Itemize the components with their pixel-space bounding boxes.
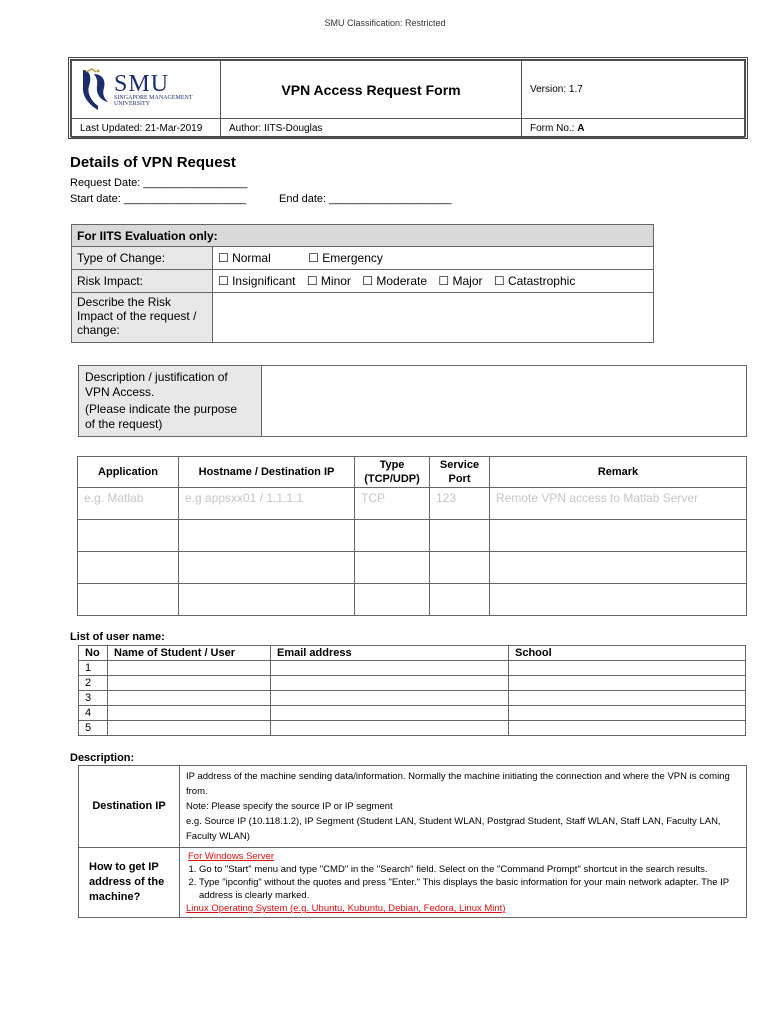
application-table [77,456,747,616]
logo-cell [72,61,221,119]
insignificant-checkbox[interactable]: ☐ Insignificant [218,274,296,288]
table-row: 3 [79,691,746,706]
end-date-field[interactable]: End date: ____________________ [279,193,452,205]
table-row [78,520,747,552]
risk-impact-label: Risk Impact: [72,270,213,293]
evaluation-table [71,224,654,343]
col-application: Application [78,457,179,488]
table-row [78,584,747,616]
users-table [78,645,746,736]
col-service-port: Service Port [430,457,490,488]
start-date-field[interactable]: Start date: ____________________ [70,193,247,205]
how-to-get-ip-label: How to get IP address of the machine? [79,848,180,918]
example-application[interactable]: e.g. Matlab [78,488,179,520]
minor-checkbox[interactable]: ☐ Minor [306,274,351,288]
risk-impact-options [213,270,654,293]
version-label: Version: 1.7 [522,61,745,119]
table-row: 4 [79,706,746,721]
how-to-get-ip-text [180,848,747,918]
justification-label: Description / justification of VPN Access. (Please indicate the purpose of the request) [79,366,262,437]
author: Author: IITS-Douglas [221,119,522,138]
describe-risk-line3: change: [77,323,120,337]
classification-label: SMU Classification: Restricted [324,18,446,28]
type-of-change-label: Type of Change: [72,247,213,270]
form-header [68,57,748,139]
example-type[interactable]: TCP [355,488,430,520]
logo-line2: UNIVERSITY [114,100,150,107]
smu-crest-icon [80,68,110,112]
col-hostname: Hostname / Destination IP [179,457,355,488]
moderate-checkbox[interactable]: ☐ Moderate [362,274,428,288]
catastrophic-checkbox[interactable]: ☐ Catastrophic [493,274,576,288]
description-title: Description: [70,752,135,764]
logo-line1: SINGAPORE MANAGEMENT [114,94,193,101]
example-hostname[interactable]: e.g appsxx01 / 1.1.1.1 [179,488,355,520]
smu-logo [72,68,220,112]
linux-link[interactable]: Linux Operating System (e.g. Ubuntu, Kubuntu, Debian, Fedora, Linux Mint) [186,903,506,914]
windows-server-link[interactable]: For Windows Server [188,851,275,862]
normal-checkbox[interactable]: ☐ Normal [218,251,271,265]
table-row [78,552,747,584]
col-no: No [79,646,108,661]
table-row: 5 [79,721,746,736]
example-row [78,488,747,520]
col-remark: Remark [490,457,747,488]
table-row: 1 [79,661,746,676]
example-port[interactable]: 123 [430,488,490,520]
destination-ip-text: IP address of the machine sending data/information. Normally the machine initiating the connection and where the VPN is coming from. Note: Please specify the source IP or IP segment e.g. Source IP (10.118.1.2), IP Segment (Student LAN, Student WLAN, Postgrad Student, Staff WLAN, Staff LAN, Faculty LAN, Faculty WLAN) [180,766,747,848]
justification-table [78,365,747,437]
step-2: 2. Type "ipconfig" without the quotes and press "Enter." This displays the basic information for your main network adapter. The IP address is clearly marked. [199,876,740,902]
major-checkbox[interactable]: ☐ Major [438,274,483,288]
describe-risk-label [72,293,213,343]
last-updated: Last Updated: 21-Mar-2019 [72,119,221,138]
describe-risk-line1: Describe the Risk [77,295,172,309]
description-table [78,765,747,918]
users-title: List of user name: [70,631,165,643]
col-school: School [509,646,746,661]
col-email: Email address [271,646,509,661]
step-1: 1. Go to "Start" menu and type "CMD" in the "Search" field. Select on the "Command Prompt" shortcut in the search results. [199,863,740,876]
col-type: Type (TCP/UDP) [355,457,430,488]
type-of-change-options [213,247,654,270]
form-number: Form No.: A [522,119,745,138]
section-title: Details of VPN Request [70,154,236,171]
form-title: VPN Access Request Form [221,61,522,119]
request-date-field[interactable]: Request Date: _________________ [70,177,248,189]
example-remark[interactable]: Remote VPN access to Matlab Server [490,488,747,520]
emergency-checkbox[interactable]: ☐ Emergency [308,251,383,265]
evaluation-heading: For IITS Evaluation only: [72,225,654,247]
table-row: 2 [79,676,746,691]
destination-ip-label: Destination IP [79,766,180,848]
describe-risk-line2: Impact of the request / [77,309,197,323]
col-name: Name of Student / User [108,646,271,661]
justification-input[interactable] [262,366,747,437]
logo-wordmark: SMU [114,70,170,97]
describe-risk-input[interactable] [213,293,654,343]
